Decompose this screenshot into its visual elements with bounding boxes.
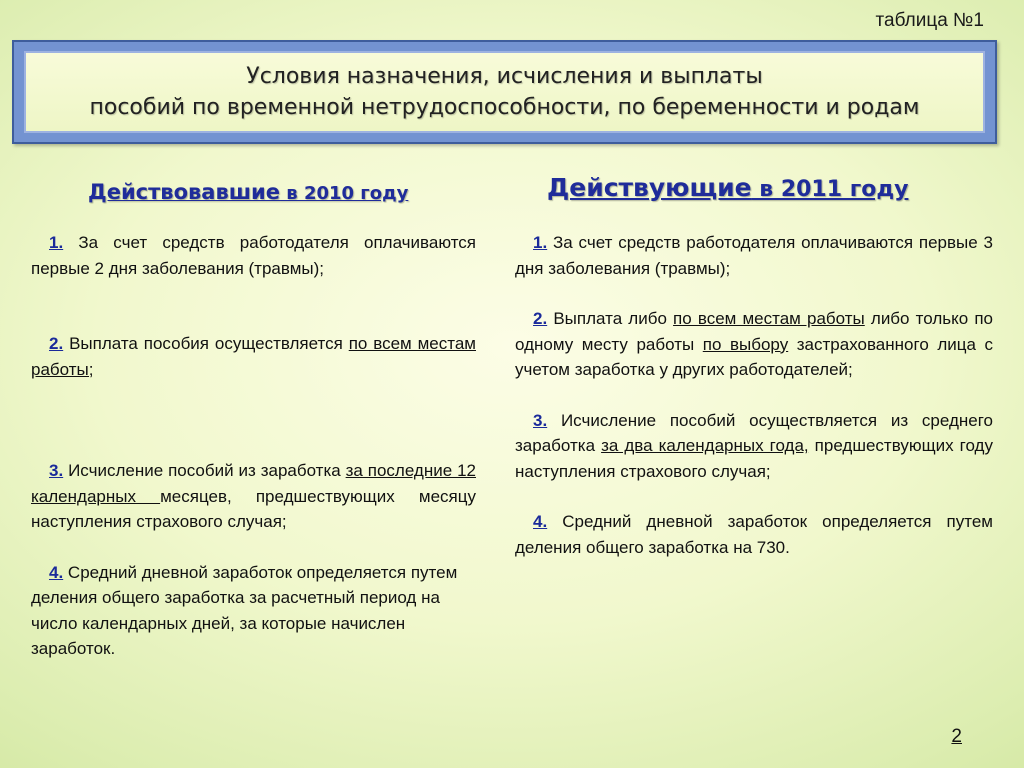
item-text: За счет средств работодателя оплачиваются первые 3 дня заболевания (травмы);: [515, 233, 993, 278]
left-item-4: [31, 560, 476, 662]
right-item-1: [515, 230, 993, 281]
item-number: 2.: [533, 309, 548, 328]
item-text: Средний дневной заработок определяется путем деления общего заработка на 730.: [515, 512, 993, 557]
left-item-1: [31, 230, 476, 281]
right-item-3: [515, 408, 993, 485]
item-text-cont: либо только по одному месту работы: [515, 309, 993, 354]
item-text-cont-2: застрахованного лица с учетом заработка у других работодателей;: [515, 334, 994, 379]
left-heading-year: в 2010 году: [280, 183, 409, 204]
item-text: Выплата либо: [547, 309, 674, 328]
right-heading-word: Действующие: [547, 173, 752, 202]
item-number: 1.: [533, 233, 548, 252]
item-number: 3.: [49, 461, 64, 480]
item-number: 4.: [49, 562, 64, 582]
title-line-2: пособий по временной нетрудоспособности, по беременности и родам: [89, 95, 920, 120]
item-text: Выплата пособия осуществляется: [63, 334, 349, 353]
right-column: [515, 230, 993, 560]
left-item-2: [31, 331, 476, 382]
left-column-heading: [88, 180, 408, 204]
right-item-2: [515, 306, 993, 383]
left-heading-word: Действовавшие: [88, 180, 281, 204]
item-underlined-text: по всем местам работы;: [31, 334, 476, 379]
title-line-1: Условия назначения, исчисления и выплаты: [246, 64, 763, 89]
item-underlined-text: за два календарных года,: [601, 436, 809, 455]
item-number: 4.: [533, 512, 548, 531]
left-column: [31, 230, 476, 662]
title-panel: [24, 51, 985, 133]
item-number: 1.: [49, 233, 64, 252]
item-text-cont: предшествующих году наступления страхового случая;: [515, 436, 993, 481]
right-column-heading: [547, 173, 908, 202]
item-underlined-text: по всем местам работы: [673, 309, 865, 328]
item-underlined-text: за последние 12 календарных: [31, 461, 476, 506]
item-text: За счет средств работодателя оплачиваются первые 2 дня заболевания (травмы);: [31, 233, 476, 278]
item-text: Исчисление пособий из заработка: [63, 461, 346, 480]
page-number: 2: [951, 726, 962, 747]
item-number: 2.: [49, 334, 64, 353]
item-text: Исчисление пособий осуществляется из среднего заработка: [515, 410, 993, 455]
left-item-3: [31, 458, 476, 535]
table-number-label: таблица №1: [875, 10, 984, 31]
item-text: Средний дневной заработок определяется путем деления общего заработка за расчетный период на число календарных дней, за которые начислен заработок.: [31, 562, 458, 658]
right-heading-year: в 2011 году: [751, 177, 909, 202]
right-item-4: [515, 509, 993, 560]
item-number: 3.: [533, 410, 548, 430]
item-underlined-text-2: по выбору: [702, 334, 789, 354]
title-frame: [12, 40, 997, 144]
item-text-cont: месяцев, предшествующих месяцу наступления страхового случая;: [31, 486, 476, 531]
